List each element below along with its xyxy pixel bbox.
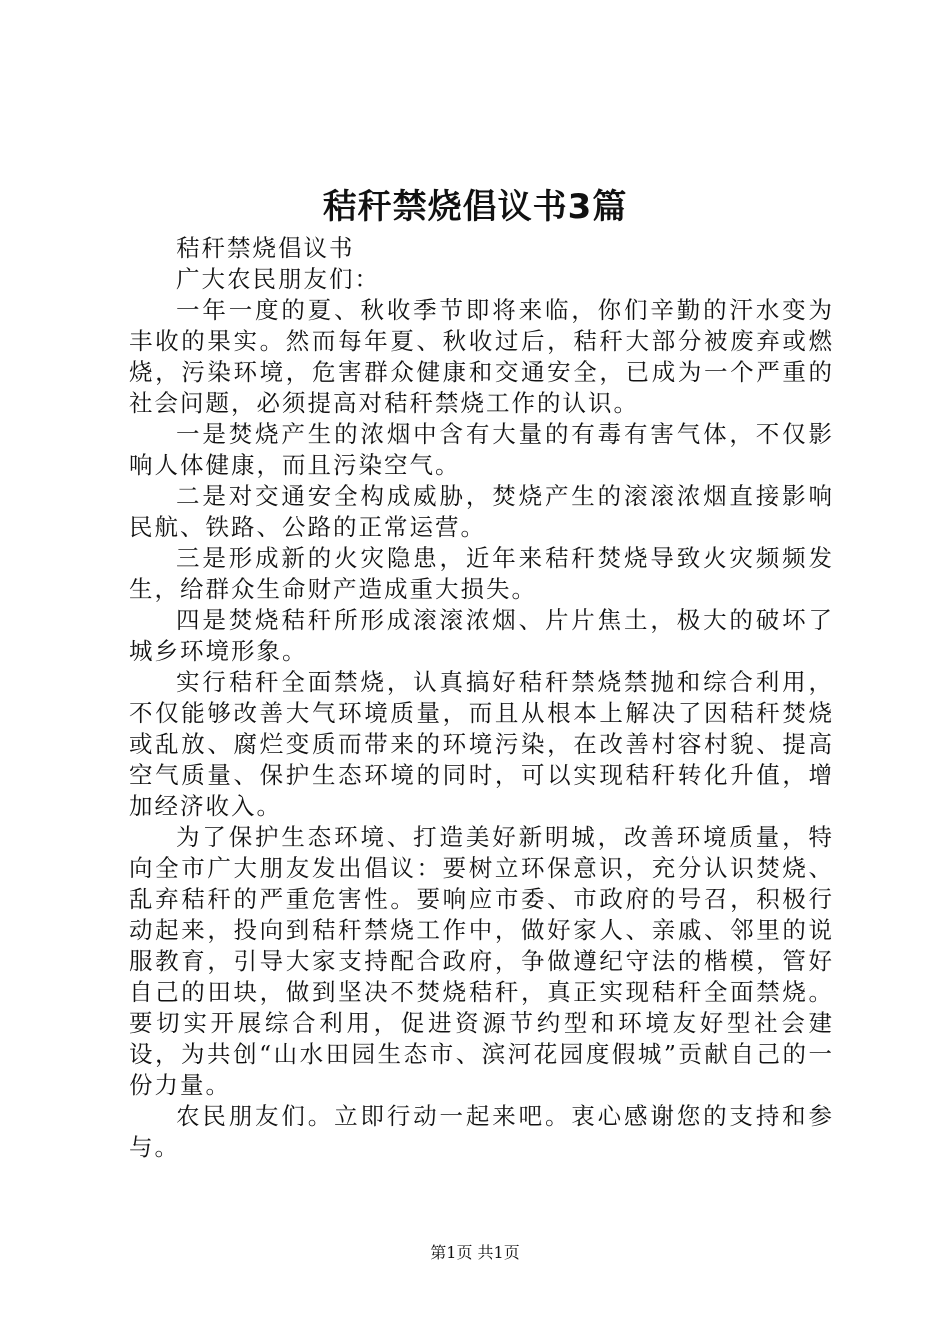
- document-body: [129, 233, 834, 1163]
- paragraph-subtitle: 秸秆禁烧倡议书: [176, 234, 355, 262]
- paragraph-proposal: 为了保护生态环境、打造美好新明城，改善环境质量，特向全市广大朋友发出倡议：要树立环保意识，充分认识焚烧、乱弃秸秆的严重危害性。要响应市委、市政府的号召，积极行动起来，投向到秸秆禁烧工作中，做好家人、亲戚、邻里的说服教育，引导大家支持配合政府，争做遵纪守法的楷模，管好自己的田块，做到坚决不焚烧秸秆，真正实现秸秆全面禁烧。要切实开展综合利用，促进资源节约型和环境友好型社会建设，为共创“山水田园生态市、滨河花园度假城”贡献自己的一份力量。: [129, 823, 834, 1099]
- paragraph-measures: 实行秸秆全面禁烧，认真搞好秸秆禁烧禁抛和综合利用，不仅能够改善大气环境质量，而且从根本上解决了因秸秆焚烧或乱放、腐烂变质而带来的环境污染，在改善村容村貌、提高空气质量、保护生态环境的同时，可以实现秸秆转化升值，增加经济收入。: [129, 668, 834, 820]
- paragraph-closing: 农民朋友们。立即行动一起来吧。衷心感谢您的支持和参与。: [129, 1102, 834, 1161]
- paragraph-intro: 一年一度的夏、秋收季节即将来临，你们辛勤的汗水变为丰收的果实。然而每年夏、秋收过后，秸秆大部分被废弃或燃烧，污染环境，危害群众健康和交通安全，已成为一个严重的社会问题，必须提高对秸秆禁烧工作的认识。: [129, 296, 834, 417]
- paragraph-point-1: 一是焚烧产生的浓烟中含有大量的有毒有害气体，不仅影响人体健康，而且污染空气。: [129, 420, 834, 479]
- document-title: 秸秆禁烧倡议书3篇: [322, 187, 628, 227]
- paragraph-point-3: 三是形成新的火灾隐患，近年来秸秆焚烧导致火灾频频发生，给群众生命财产造成重大损失。: [129, 544, 834, 603]
- paragraph-salutation: 广大农民朋友们：: [176, 265, 380, 293]
- paragraph-point-4: 四是焚烧秸秆所形成滚滚浓烟、片片焦土，极大的破坏了城乡环境形象。: [129, 606, 834, 665]
- paragraph-point-2: 二是对交通安全构成威胁，焚烧产生的滚滚浓烟直接影响民航、铁路、公路的正常运营。: [129, 482, 834, 541]
- page-footer: 第1页 共1页: [430, 1243, 520, 1262]
